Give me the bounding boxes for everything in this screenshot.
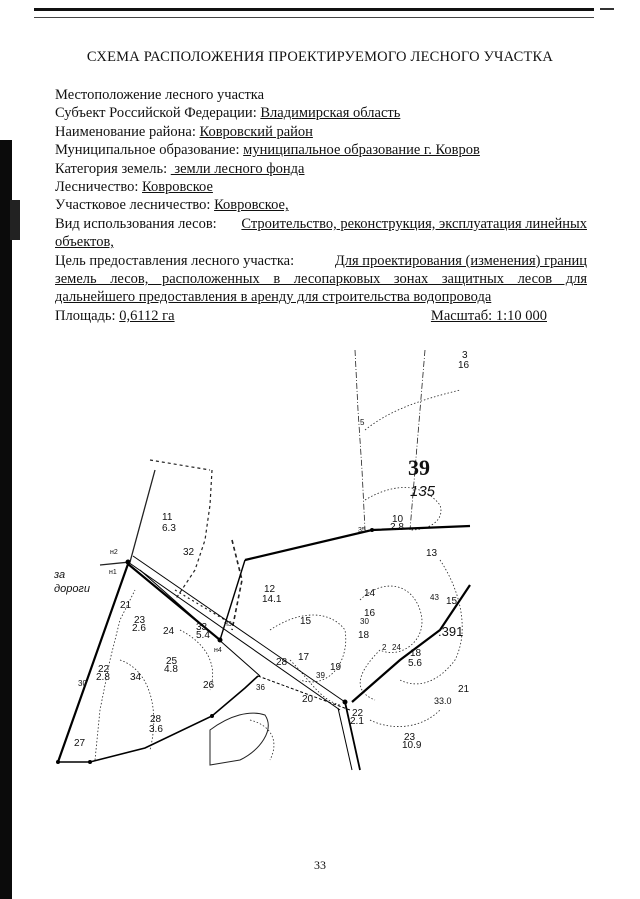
quarter-plot-label: :391 — [438, 624, 464, 639]
point-label-n1: н1 — [109, 569, 117, 576]
survey-point — [343, 700, 348, 705]
page-number: 33 — [314, 858, 326, 872]
point-label-n4: н4 — [214, 647, 222, 654]
forest-use-label: Вид использования лесов: — [55, 215, 217, 232]
road-line — [410, 350, 425, 530]
scan-binding-edge-mark — [10, 200, 20, 240]
quarter-line — [150, 460, 210, 470]
road-label: за — [54, 569, 66, 581]
stand-number: 32 — [183, 547, 195, 558]
stand-number: 25 — [166, 656, 178, 667]
stand-number: 18 — [410, 648, 422, 659]
district-row — [55, 123, 587, 141]
stand-area: 5.4 — [196, 630, 210, 641]
subject-value: Владимирская область — [260, 105, 401, 122]
land-category-label: Категория земель: — [55, 160, 168, 177]
municipality-value: муниципальное образование г. Ковров — [243, 142, 480, 159]
stand-area: 14.1 — [262, 594, 282, 605]
point-label: 30 — [78, 679, 87, 688]
stand-number: 19 — [330, 662, 342, 673]
district-forestry-value: Ковровское, — [214, 197, 289, 214]
purpose-row — [55, 252, 587, 270]
point-label-n3: н3 — [224, 621, 232, 628]
stand-area: 2.1 — [350, 716, 364, 727]
forest-use-value-line1: Строительство, реконструкция, эксплуатация линейных — [241, 215, 587, 232]
top-scan-rule — [34, 8, 594, 18]
district-forestry-label: Участковое лесничество: — [55, 197, 211, 214]
point-label: 39 — [316, 671, 325, 680]
stand-number: 5 — [360, 418, 365, 427]
quarter-line — [175, 470, 212, 600]
stand-number: 28 — [150, 714, 162, 725]
road-label: дороги — [54, 583, 90, 595]
point-label: 36 — [256, 683, 265, 692]
stand-number: 14 — [364, 588, 376, 599]
survey-point — [126, 560, 131, 565]
location-form — [55, 86, 587, 325]
road-line — [355, 350, 365, 530]
district-value: Ковровский район — [199, 123, 313, 140]
purpose-value-line1: Для проектирования (изменения) границ — [334, 252, 587, 269]
corridor-edge — [128, 562, 340, 710]
point-label: 43 — [430, 593, 439, 602]
stand-number: 23 — [134, 615, 146, 626]
stand-number: 12 — [264, 584, 276, 595]
purpose-value-line2: земель лесов, расположенных в лесопарковых зонах защитных лесов для — [55, 271, 587, 288]
forest-use-row — [55, 215, 587, 233]
stand-area: 16 — [458, 360, 470, 371]
stand-boundary — [365, 390, 460, 430]
quarter-boundary — [100, 470, 155, 565]
stand-number: 13 — [426, 548, 438, 559]
stand-number: 15 — [300, 616, 312, 627]
survey-point — [88, 760, 92, 764]
stand-number: 22 — [352, 708, 364, 719]
stand-number: 21 — [120, 600, 132, 611]
point-label: 2 — [382, 643, 387, 652]
stand-number: 34 — [130, 672, 142, 683]
location-heading: Местоположение лесного участка — [55, 87, 265, 103]
land-category-row — [55, 160, 587, 178]
pond-outline — [210, 713, 268, 765]
map-linework — [95, 350, 462, 765]
site-scheme-map — [0, 330, 640, 780]
stand-area: 2.6 — [132, 623, 146, 634]
boundary-segment — [220, 560, 245, 640]
project-boundary — [58, 526, 470, 762]
stand-area: 10.9 — [402, 740, 422, 751]
stand-boundary — [370, 710, 440, 727]
area-scale-row — [55, 307, 587, 325]
document-title: СХЕМА РАСПОЛОЖЕНИЯ ПРОЕКТИРУЕМОГО ЛЕСНОГО УЧАСТКА — [86, 49, 554, 65]
survey-point — [370, 528, 374, 532]
stand-number: 21 — [458, 684, 470, 695]
map-labels — [53, 350, 470, 751]
stand-boundary — [250, 720, 274, 760]
quarter-area: 135 — [410, 483, 436, 500]
pipeline-corridor — [128, 556, 360, 770]
stand-number: 33 — [196, 622, 208, 633]
stand-area: 3.6 — [149, 724, 163, 735]
stand-number: 28 — [276, 657, 288, 668]
quarter-number: 39 — [408, 455, 430, 480]
stand-area: 2.8 — [390, 522, 404, 533]
scale-value: Масштаб: 1:10 000 — [430, 307, 547, 324]
stand-number: 23 — [404, 732, 416, 743]
stand-number: 17 — [298, 652, 310, 663]
stand-area: 4.8 — [164, 664, 178, 675]
point-label: 30 — [360, 617, 369, 626]
point-label: 35 — [358, 527, 366, 534]
stand-number: 16 — [364, 608, 376, 619]
point-label: 24 — [392, 643, 401, 652]
district-label: Наименование района: — [55, 123, 196, 140]
district-forestry-row — [55, 196, 587, 214]
purpose-label: Цель предоставления лесного участка: — [55, 252, 295, 269]
survey-point — [56, 760, 60, 764]
stand-number: 22 — [98, 664, 110, 675]
survey-point — [210, 714, 214, 718]
stand-number: 20 — [302, 694, 314, 705]
survey-point — [218, 638, 223, 643]
stand-number: 27 — [74, 738, 86, 749]
subject-row — [55, 104, 587, 122]
stand-area: 2.8 — [96, 672, 110, 683]
purpose-value-line3: дальнейшего предоставления в аренду для строительства водопровода — [55, 289, 492, 306]
area-value: 0,6112 га — [119, 307, 175, 324]
forest-use-value-line2: объектов, — [55, 234, 114, 251]
forestry-row — [55, 178, 587, 196]
forest-use-row-cont — [55, 233, 587, 251]
stand-number: 18 — [358, 630, 370, 641]
survey-points — [56, 528, 374, 764]
subject-label: Субъект Российской Федерации: — [55, 105, 257, 122]
stand-number: 24 — [163, 626, 175, 637]
municipality-row — [55, 141, 587, 159]
stand-number: 11 — [162, 512, 173, 523]
point-label-n2: н2 — [110, 549, 118, 556]
stand-area: 6.3 — [162, 523, 176, 534]
stand-number: 10 — [392, 514, 404, 525]
top-scan-mark — [600, 8, 614, 10]
area-label: Площадь: — [55, 307, 116, 324]
land-category-value: земли лесного фонда — [170, 160, 305, 177]
forestry-value: Ковровское — [142, 179, 213, 196]
stand-area: 5.6 — [408, 658, 422, 669]
municipality-label: Муниципальное образование: — [55, 142, 240, 159]
stand-number: 3 — [462, 350, 468, 361]
stand-area: 33.0 — [434, 696, 452, 706]
stand-number: 26 — [203, 680, 215, 691]
forestry-label: Лесничество: — [55, 179, 139, 196]
stand-number: 15 — [446, 596, 458, 607]
